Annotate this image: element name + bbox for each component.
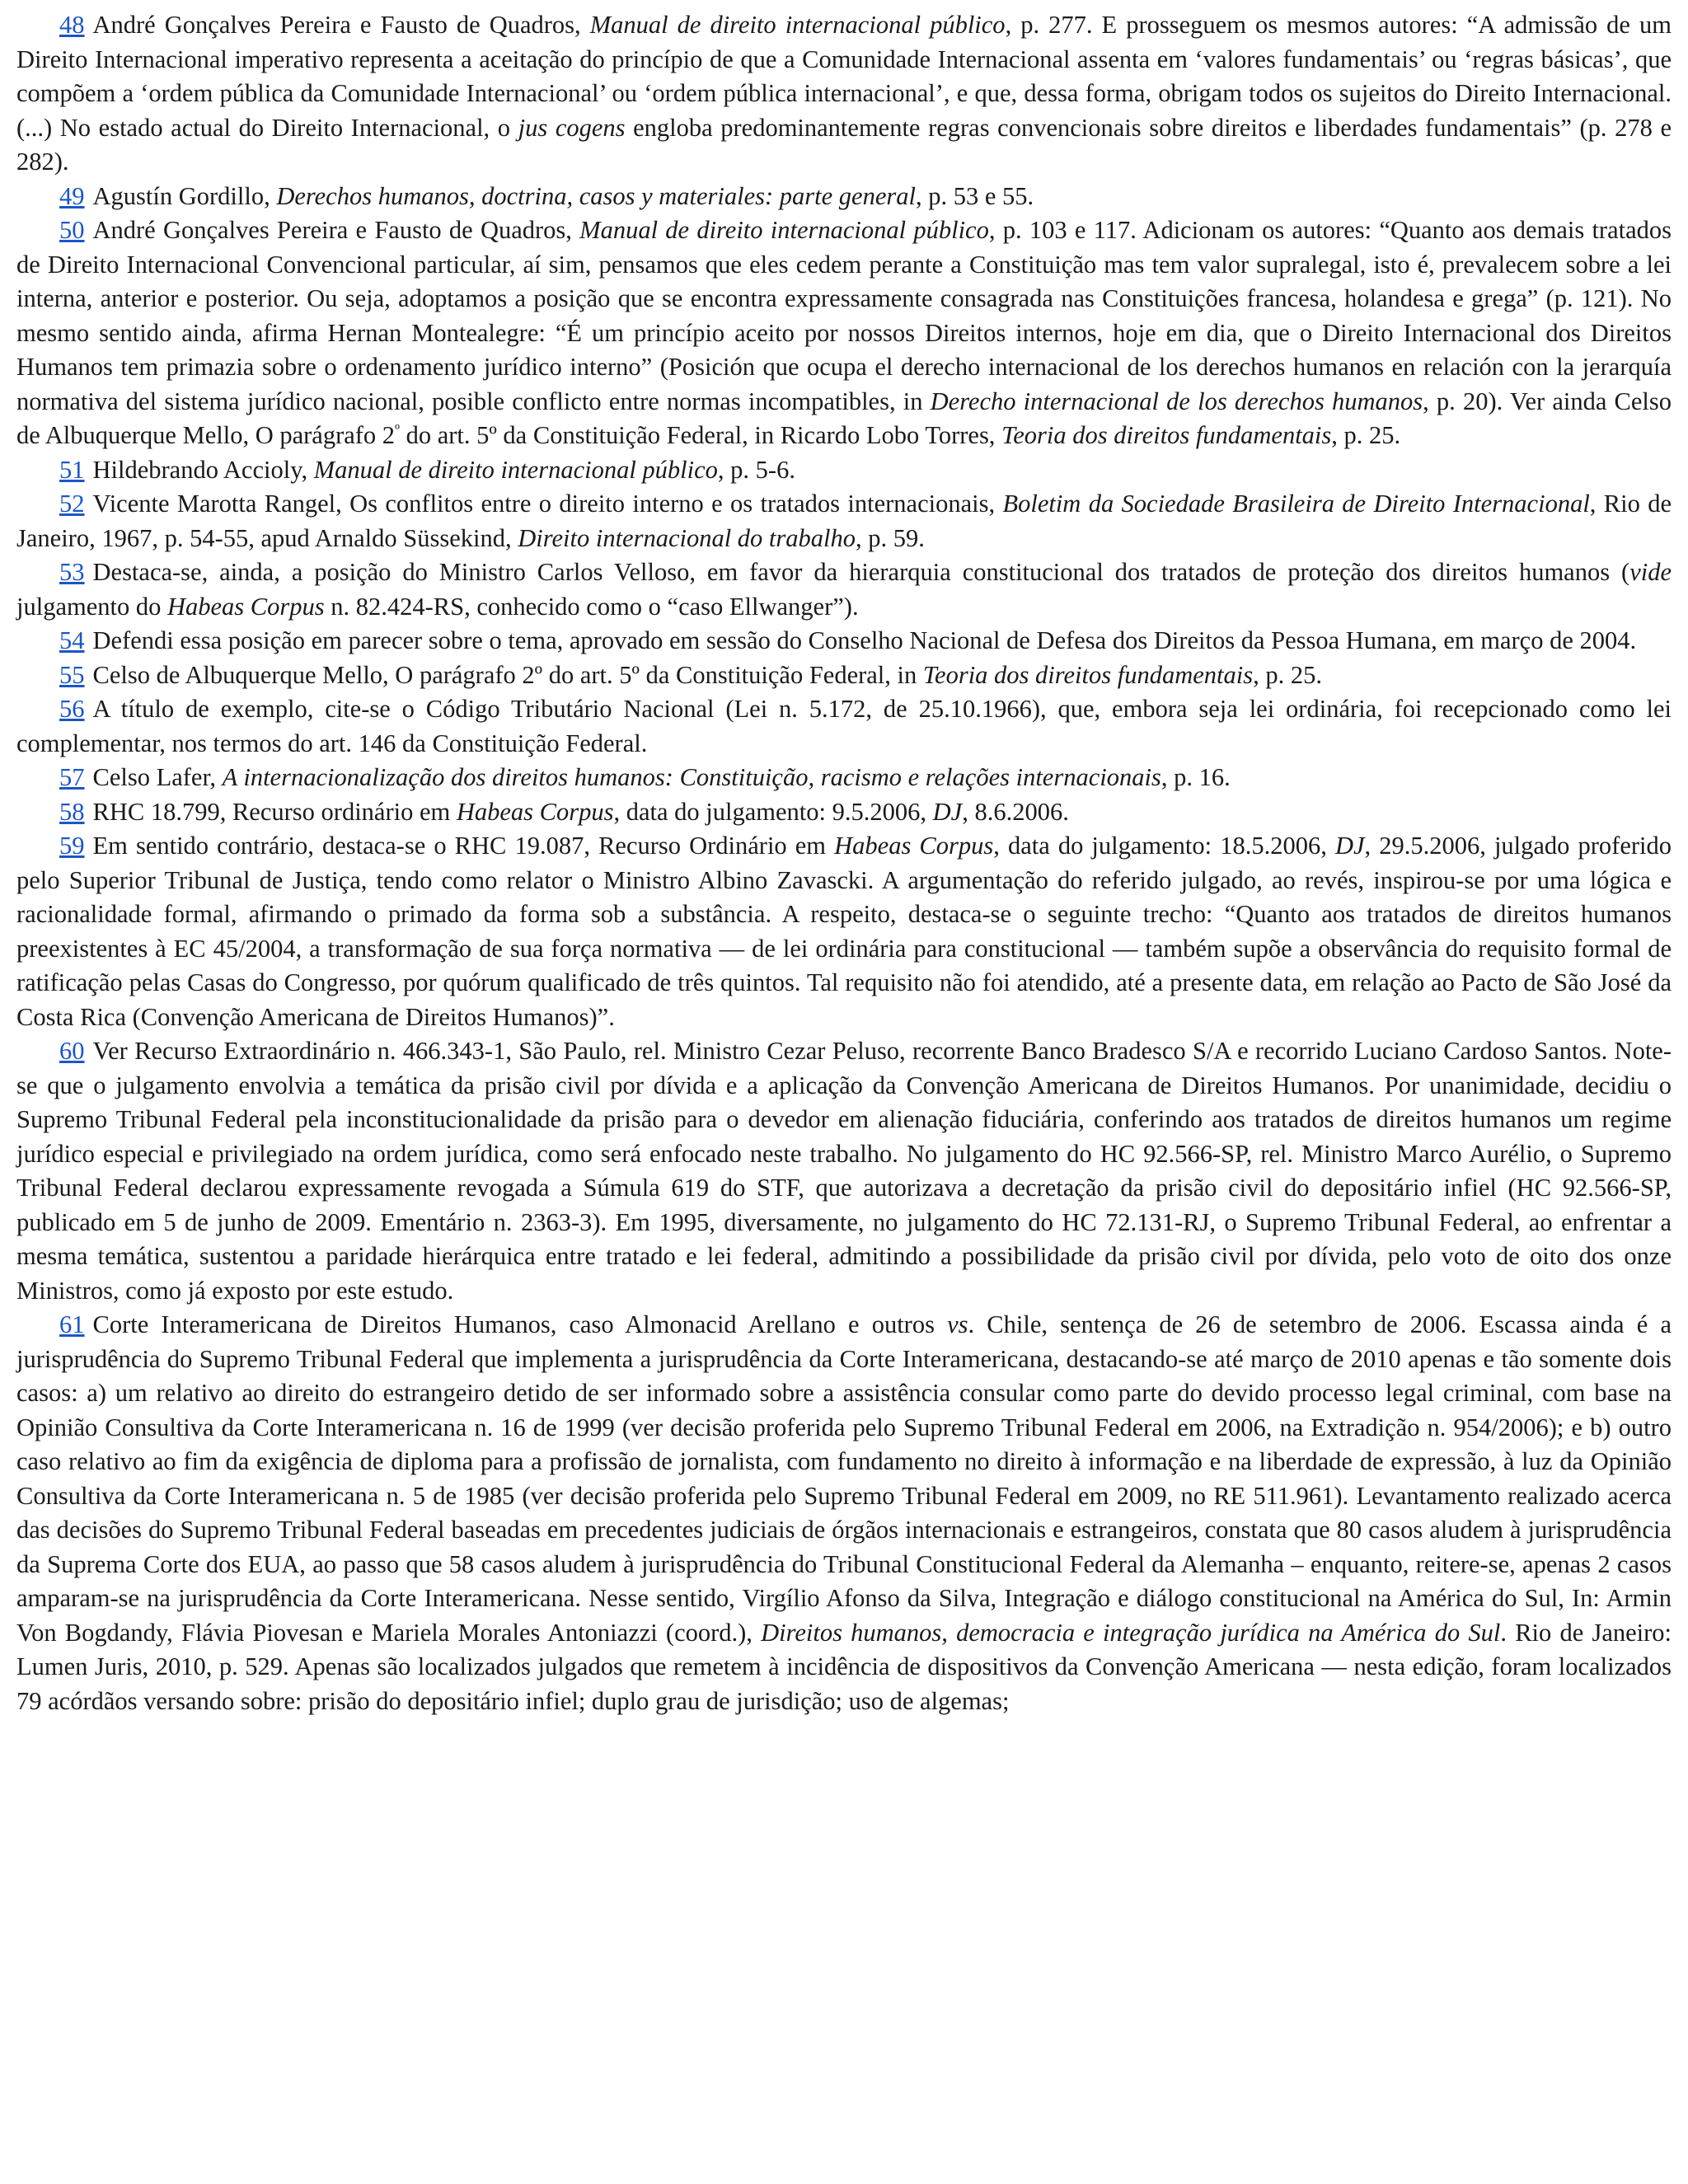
footnote-text: Defendi essa posição em parecer sobre o tema, aprovado em sessão do Conselho Nacional de Defesa dos Direitos da Pessoa Humana, em março de 2004. — [92, 626, 1637, 654]
footnote-55 — [16, 658, 1672, 693]
italic-citation-text: vide — [1629, 558, 1672, 586]
footnote-number-link[interactable]: 57 — [59, 763, 85, 791]
footnote-60 — [16, 1034, 1672, 1308]
italic-citation-text: Habeas Corpus — [834, 832, 994, 860]
footnote-51 — [16, 453, 1672, 488]
footnote-text: , p. 103 e 117. Adicionam os autores: “Quanto aos demais tratados de Direito Internacional Convencional particular, aí sim, pensamos que eles cedem perante a Constituição mas tem valor supralegal, isto é, prevalecem sobre a lei interna, anterior e posterior. Ou seja, adoptamos a posição que se encontra expressamente consagrada nas Constituições francesa, holandesa e grega” (p. 121). No mesmo sentido ainda, afirma Hernan Montealegre: “É um princípio aceito por nossos Direitos internos, hoje em dia, que o Direito Internacional dos Direitos Humanos tem primazia sobre o ordenamento jurídico interno” (Posición que ocupa el derecho internacional de los derechos humanos en relación con la jerarquía normativa del sistema jurídico nacional, posible conflicto entre normas incompatibles, in — [16, 216, 1672, 415]
footnote-text: , data do julgamento: 9.5.2006, — [613, 797, 933, 826]
footnote-text: Hildebrando Accioly, — [92, 455, 314, 484]
footnote-number-link[interactable]: 56 — [59, 695, 85, 723]
footnote-number-link[interactable]: 48 — [59, 11, 85, 39]
italic-citation-text: DJ — [1334, 832, 1365, 860]
footnote-text: , data do julgamento: 18.5.2006, — [993, 832, 1335, 860]
italic-citation-text: Direitos humanos, democracia e integração jurídica na América do Sul — [761, 1618, 1501, 1647]
footnote-54 — [16, 624, 1672, 658]
footnote-number-link[interactable]: 55 — [59, 660, 85, 689]
footnote-53 — [16, 555, 1672, 624]
italic-citation-text: Derechos humanos, doctrina, casos y materiales: parte general — [276, 181, 916, 210]
footnote-number-link[interactable]: 49 — [59, 181, 85, 210]
footnote-text: julgamento do — [16, 592, 167, 621]
footnote-number-link[interactable]: 52 — [59, 490, 85, 518]
italic-citation-text: Habeas Corpus — [166, 592, 325, 621]
italic-citation-text: Derecho internacional de los derechos humanos — [930, 387, 1423, 415]
footnote-56 — [16, 692, 1672, 761]
footnote-text: Agustín Gordillo, — [92, 181, 277, 210]
footnote-text: , Rio de Janeiro, 1967, p. 54-55, apud Arnaldo Süssekind, — [16, 490, 1672, 552]
footnote-48 — [16, 8, 1672, 180]
footnote-text: . Chile, sentença de 26 de setembro de 2006. Escassa ainda é a jurisprudência do Supremo Tribunal Federal que implementa a jurisprudência da Corte Interamericana, destacando-se até março de 2010 apenas e tão somente dois casos: a) um relativo ao direito do estrangeiro detido de ser informado sobre a assistência consular como parte do devido processo legal criminal, com base na Opinião Consultiva da Corte Interamericana n. 16 de 1999 (ver decisão proferida pelo Supremo Tribunal Federal em 2006, na Extradição n. 954/2006); e b) outro caso relativo ao fim da exigência de diploma para a profissão de jornalista, com fundamento no direito à informação e na liberdade de expressão, à luz da Opinião Consultiva da Corte Interamericana n. 5 de 1985 (ver decisão proferida pelo Supremo Tribunal Federal em 2009, no RE 511.961). Levantamento realizado acerca das decisões do Supremo Tribunal Federal baseadas em precedentes judiciais de órgãos internacionais e estrangeiros, constata que 80 casos aludem à jurisprudência da Suprema Corte dos EUA, ao passo que 58 casos aludem à jurisprudência do Tribunal Constitucional Federal da Alemanha – enquanto, reitere-se, apenas 2 casos amparam-se na jurisprudência da Corte Interamericana. Nesse sentido, Virgílio Afonso da Silva, Integração e diálogo constitucional na América do Sul, In: Armin Von Bogdandy, Flávia Piovesan e Mariela Morales Antoniazzi (coord.), — [16, 1310, 1672, 1647]
footnote-text: engloba predominantemente regras convencionais sobre direitos e liberdades fundamentais” (p. 278 e 282). — [16, 113, 1672, 176]
footnote-50 — [16, 213, 1672, 453]
footnote-59 — [16, 829, 1672, 1034]
footnote-text: Corte Interamericana de Direitos Humanos, caso Almonacid Arellano e outros — [92, 1310, 948, 1338]
footnote-49 — [16, 180, 1672, 214]
footnote-text: , p. 16. — [1160, 763, 1231, 791]
footnote-number-link[interactable]: 50 — [59, 216, 85, 244]
italic-citation-text: Habeas Corpus — [456, 797, 614, 826]
footnote-text: n. 82.424-RS, conhecido como o “caso Ellwanger”). — [324, 592, 859, 621]
footnote-number-link[interactable]: 53 — [59, 558, 85, 586]
italic-citation-text: vs — [947, 1310, 968, 1338]
footnote-text: Destaca-se, ainda, a posição do Ministro Carlos Velloso, em favor da hierarquia constitucional dos tratados de proteção dos direitos humanos ( — [92, 558, 1630, 586]
footnote-text: , p. 25. — [1331, 421, 1401, 449]
footnote-text: Ver Recurso Extraordinário n. 466.343-1, São Paulo, rel. Ministro Cezar Peluso, recorrente Banco Bradesco S/A e recorrido Luciano Cardoso Santos. Note-se que o julgamento envolvia a temática da prisão civil por dívida e a aplicação da Convenção Americana de Direitos Humanos. Por unanimidade, decidiu o Supremo Tribunal Federal pela inconstitucionalidade da prisão para o devedor em alienação fiduciária, conferindo aos tratados de direitos humanos um regime jurídico especial e privilegiado na ordem jurídica, como será enfocado neste trabalho. No julgamento do HC 92.566-SP, rel. Ministro Marco Aurélio, o Supremo Tribunal Federal declarou expressamente revogada a Súmula 619 do STF, que autorizava a decretação da prisão civil do depositário infiel (HC 92.566-SP, publicado em 5 de junho de 2009. Ementário n. 2363-3). Em 1995, diversamente, no julgamento do HC 72.131-RJ, o Supremo Tribunal Federal, ao enfrentar a mesma temática, sustentou a paridade hierárquica entre tratado e lei federal, admitindo a possibilidade da prisão civil por dívida, pelo voto de oito dos onze Ministros, como já exposto por este estudo. — [16, 1037, 1672, 1305]
italic-citation-text: DJ — [932, 797, 963, 826]
footnote-number-link[interactable]: 54 — [59, 626, 85, 654]
footnote-text: , 29.5.2006, julgado proferido pelo Superior Tribunal de Justiça, tendo como relator o Ministro Albino Zavascki. A argumentação do referido julgado, ao revés, inspirou-se por uma lógica e racionalidade formal, afirmando o primado da forma sob a substância. A respeito, destaca-se o seguinte trecho: “Quanto aos tratados de direitos humanos preexistentes à EC 45/2004, a transformação de sua força normativa — de lei ordinária para constitucional — também supõe a observância do requisito formal de ratificação pelas Casas do Congresso, por quórum qualificado de três quintos. Tal requisito não foi atendido, até a presente data, em relação ao Pacto de São José da Costa Rica (Convenção Americana de Direitos Humanos)”. — [16, 832, 1672, 1031]
italic-citation-text: jus cogens — [518, 113, 626, 142]
footnote-number-link[interactable]: 51 — [59, 455, 85, 484]
footnote-57 — [16, 761, 1672, 795]
italic-citation-text: Manual de direito internacional público — [313, 455, 718, 484]
footnote-number-link[interactable]: 60 — [59, 1037, 85, 1065]
footnote-text: A título de exemplo, cite-se o Código Tributário Nacional (Lei n. 5.172, de 25.10.1966), que, embora seja lei ordinária, foi recepcionado como lei complementar, nos termos do art. 146 da Constituição Federal. — [16, 695, 1672, 757]
italic-citation-text: Teoria dos direitos fundamentais — [1001, 421, 1332, 449]
footnote-text: , p. 59. — [856, 523, 925, 552]
footnote-number-link[interactable]: 59 — [59, 832, 85, 860]
footnote-61 — [16, 1308, 1672, 1718]
footnote-number-link[interactable]: 61 — [59, 1310, 85, 1338]
footnote-text: , p. 25. — [1253, 660, 1322, 689]
italic-citation-text: Teoria dos direitos fundamentais — [922, 660, 1254, 689]
footnote-text: Vicente Marotta Rangel, Os conflitos entre o direito interno e os tratados internacionais, — [92, 490, 1003, 518]
italic-citation-text: Direito internacional do trabalho — [518, 523, 856, 552]
footnote-text: André Gonçalves Pereira e Fausto de Quadros, — [92, 11, 590, 39]
footnote-text: do art. 5º da Constituição Federal, in Ricardo Lobo Torres, — [399, 421, 1002, 449]
footnote-number-link[interactable]: 58 — [59, 797, 85, 826]
italic-citation-text: A internacionalização dos direitos humanos: Constituição, racismo e relações internacionais — [222, 763, 1161, 791]
italic-citation-text: Boletim da Sociedade Brasileira de Direito Internacional — [1002, 490, 1590, 518]
footnote-text: Celso de Albuquerque Mello, O parágrafo 2º do art. 5º da Constituição Federal, in — [92, 660, 923, 689]
footnote-text: . Rio de Janeiro: Lumen Juris, 2010, p. 529. Apenas são localizados julgados que remetem à incidência de dispositivos da Convenção Americana — nesta edição, foram localizados 79 acórdãos versando sobre: prisão do depositário infiel; duplo grau de jurisdição; uso de algemas; — [16, 1618, 1672, 1715]
italic-citation-text: Manual de direito internacional público — [589, 11, 1006, 39]
italic-citation-text: Manual de direito internacional público — [579, 216, 989, 244]
footnote-text: André Gonçalves Pereira e Fausto de Quadros, — [92, 216, 580, 244]
footnote-58 — [16, 795, 1672, 830]
footnote-text: , 8.6.2006. — [962, 797, 1069, 826]
ordinal-superscript: º — [395, 421, 400, 439]
footnote-text: Em sentido contrário, destaca-se o RHC 19.087, Recurso Ordinário em — [92, 832, 835, 860]
footnote-text: , p. 53 e 55. — [915, 181, 1034, 210]
footnote-text: , p. 277. E prosseguem os mesmos autores: “A admissão de um Direito Internacional imperativo representa a aceitação do princípio de que a Comunidade Internacional assenta em ‘valores fundamentais’ ou ‘regras básicas’, que compõem a ‘ordem pública da Comunidade Internacional’ ou ‘ordem pública internacional’, e que, dessa forma, obrigam todos os sujeitos do Direito Internacional. (...) No estado actual do Direito Internacional, o — [16, 11, 1672, 142]
footnote-text: RHC 18.799, Recurso ordinário em — [92, 797, 457, 826]
footnote-52 — [16, 487, 1672, 555]
footnote-text: Celso Lafer, — [92, 763, 223, 791]
footnote-text: , p. 20). Ver ainda Celso de Albuquerque Mello, O parágrafo 2 — [16, 387, 1672, 449]
footnote-text: , p. 5-6. — [717, 455, 795, 484]
